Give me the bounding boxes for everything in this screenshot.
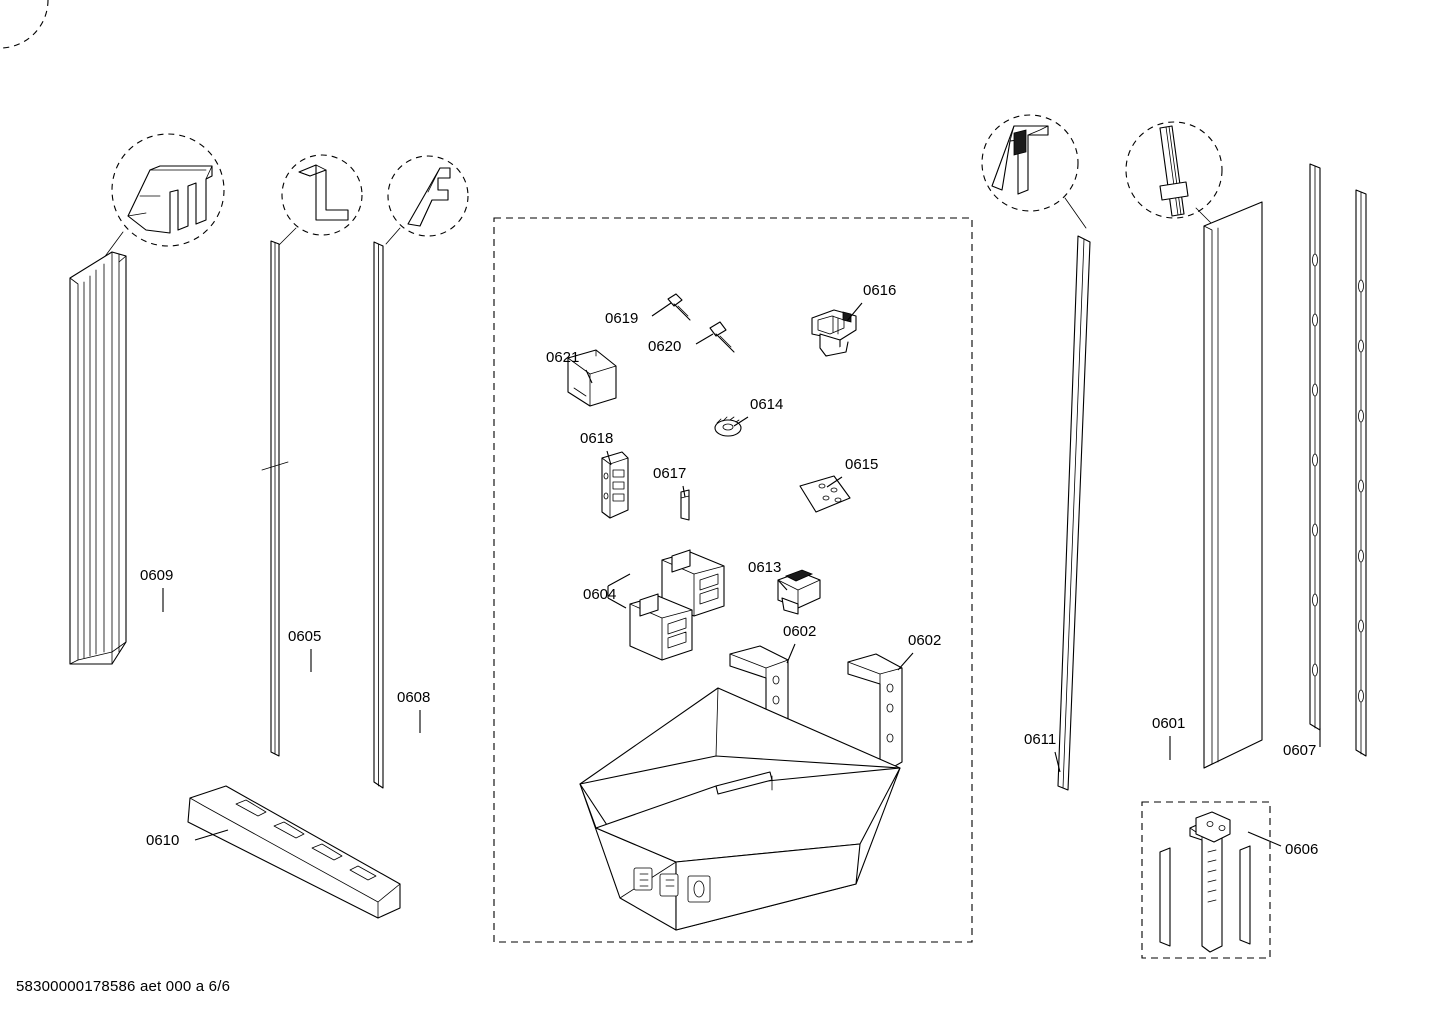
label-0605: 0605 — [288, 628, 322, 645]
label-0607: 0607 — [1283, 742, 1317, 759]
part-0618 — [602, 452, 628, 518]
label-0611: 0611 — [1024, 731, 1057, 748]
label-0614: 0614 — [750, 396, 784, 413]
part-0605 — [262, 241, 288, 756]
part-0606 — [1160, 812, 1250, 952]
label-0618: 0618 — [580, 430, 614, 447]
part-0601 — [1204, 202, 1262, 768]
part-0610 — [188, 786, 400, 918]
part-0613 — [778, 570, 820, 614]
label-0610: 0610 — [146, 832, 180, 849]
label-0615: 0615 — [845, 456, 879, 473]
label-0619: 0619 — [605, 310, 639, 327]
detail-circle-0611 — [982, 115, 1078, 211]
detail-circle-0609 — [112, 134, 224, 246]
label-0601: 0601 — [1152, 715, 1186, 732]
label-0608: 0608 — [397, 689, 431, 706]
label-0609: 0609 — [140, 567, 174, 584]
part-0609 — [70, 252, 126, 664]
detail-leader-0608 — [386, 228, 400, 244]
part-0611 — [1058, 236, 1090, 790]
part-0619 — [668, 294, 690, 320]
label-0606: 0606 — [1285, 841, 1319, 858]
detail-circle-0605 — [282, 155, 362, 235]
label-0604: 0604 — [583, 586, 617, 603]
detail-circle-0608 — [388, 156, 468, 236]
label-0602-left: 0602 — [783, 623, 817, 640]
label-0616: 0616 — [863, 282, 897, 299]
label-0620: 0620 — [648, 338, 682, 355]
label-0621: 0621 — [546, 349, 580, 366]
detail-leader-0605 — [278, 228, 296, 246]
detail-leader-0611 — [1065, 198, 1086, 228]
part-0616 — [812, 310, 856, 356]
part-0614 — [715, 417, 741, 436]
label-0617: 0617 — [653, 465, 687, 482]
label-0602-right: 0602 — [908, 632, 942, 649]
part-0607-rail-1 — [1310, 164, 1320, 730]
document-footer: 58300000178586 aet 000 a 6/6 — [16, 978, 231, 995]
label-0613: 0613 — [748, 559, 782, 576]
part-0620 — [710, 322, 734, 352]
part-0615 — [800, 476, 850, 512]
packaging-carton — [580, 688, 900, 930]
part-0607-rail-2 — [1356, 190, 1366, 756]
part-0608 — [374, 242, 383, 788]
